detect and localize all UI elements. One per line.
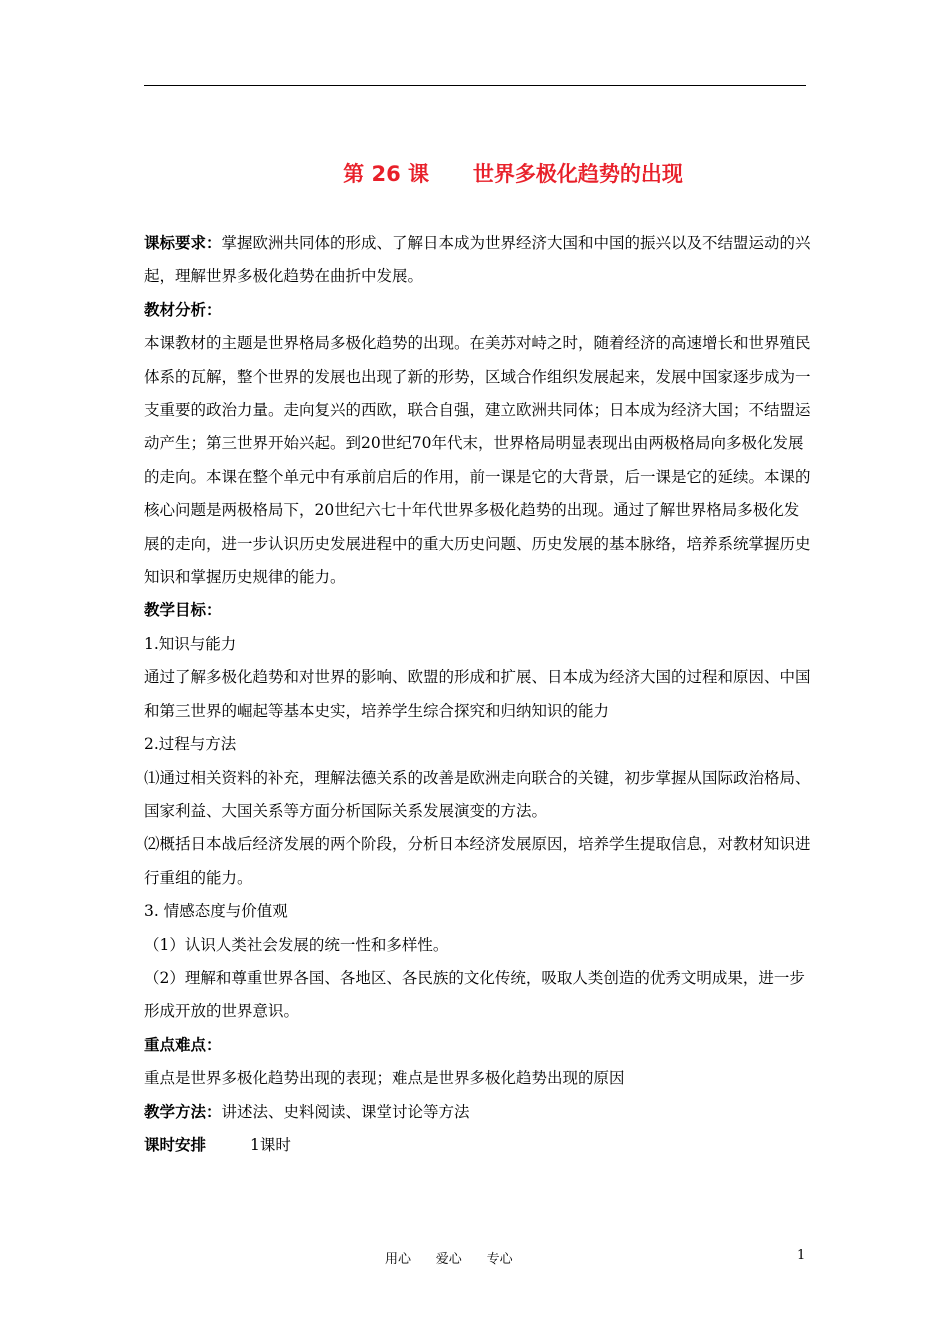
analysis-text: 本课教材的主题是世界格局多极化趋势的出现。在美苏对峙之时，随着经济的高速增长和世界殖民体系的瓦解，整个世界的发展也出现了新的形势，区域合作组织发展起来，发展中国家逐步成为一支重要的政治力量。走向复兴的西欧，联合自强，建立欧洲共同体；日本成为经济大国；不结盟运动产生；第三世界开始兴起。到20世纪70年代末，世界格局明显表现出由两极格局向多极化发展的走向。本课在整个单元中有承前启后的作用，前一课是它的大背景，后一课是它的延续。本课的核心问题是两极格局下，20世纪六七十年代世界多极化趋势的出现。通过了解世界格局多极化发展的走向，进一步认识历史发展进程中的重大历史问题、历史发展的基本脉络，培养系统掌握历史知识和掌握历史规律的能力。 — [144, 334, 811, 587]
analysis-heading: 教材分析： — [144, 300, 222, 319]
goal-item: （2）理解和尊重世界各国、各地区、各民族的文化传统，吸取人类创造的优秀文明成果，进一步形成开放的世界意识。 — [144, 968, 805, 1021]
key-points-text: 重点是世界多极化趋势出现的表现；难点是世界多极化趋势出现的原因 — [144, 1069, 625, 1088]
standards-paragraph — [144, 227, 812, 294]
schedule-label: 课时安排 — [144, 1135, 207, 1154]
goal-item: （1）认识人类社会发展的统一性和多样性。 — [144, 935, 449, 954]
goal-item: 2.过程与方法 — [144, 735, 237, 754]
page-number: 1 — [797, 1248, 806, 1263]
footer-motto: 用心 爱心 专心 — [385, 1252, 513, 1267]
methods-label: 教学方法： — [144, 1102, 222, 1121]
methods-text: 讲述法、史料阅读、课堂讨论等方法 — [221, 1102, 470, 1121]
header-rule — [144, 85, 806, 86]
standards-label: 课标要求： — [144, 234, 222, 252]
goal-item: ⑵概括日本战后经济发展的两个阶段，分析日本经济发展原因，培养学生提取信息，对教材知识进行重组的能力。 — [144, 835, 811, 887]
goal-item: ⑴通过相关资料的补充，理解法德关系的改善是欧洲走向联合的关键，初步掌握从国际政治格局、国家利益、大国关系等方面分析国际关系发展演变的方法。 — [144, 768, 811, 820]
key-points-heading: 重点难点： — [144, 1035, 222, 1054]
schedule-text: 1课时 — [250, 1135, 291, 1154]
page-title: 第 26 课 世界多极化趋势的出现 — [343, 162, 683, 186]
schedule-paragraph — [144, 1129, 812, 1162]
methods-paragraph — [144, 1096, 812, 1129]
document-body — [144, 227, 812, 1162]
standards-text: 掌握欧洲共同体的形成、了解日本成为世界经济大国和中国的振兴以及不结盟运动的兴起，理解世界多极化趋势在曲折中发展。 — [144, 234, 811, 286]
goals-heading: 教学目标： — [144, 601, 222, 620]
goal-item: 3. 情感态度与价值观 — [144, 902, 288, 921]
goal-item: 通过了解多极化趋势和对世界的影响、欧盟的形成和扩展、日本成为经济大国的过程和原因、中国和第三世界的崛起等基本史实，培养学生综合探究和归纳知识的能力 — [144, 668, 811, 720]
goal-item: 1.知识与能力 — [144, 634, 237, 653]
